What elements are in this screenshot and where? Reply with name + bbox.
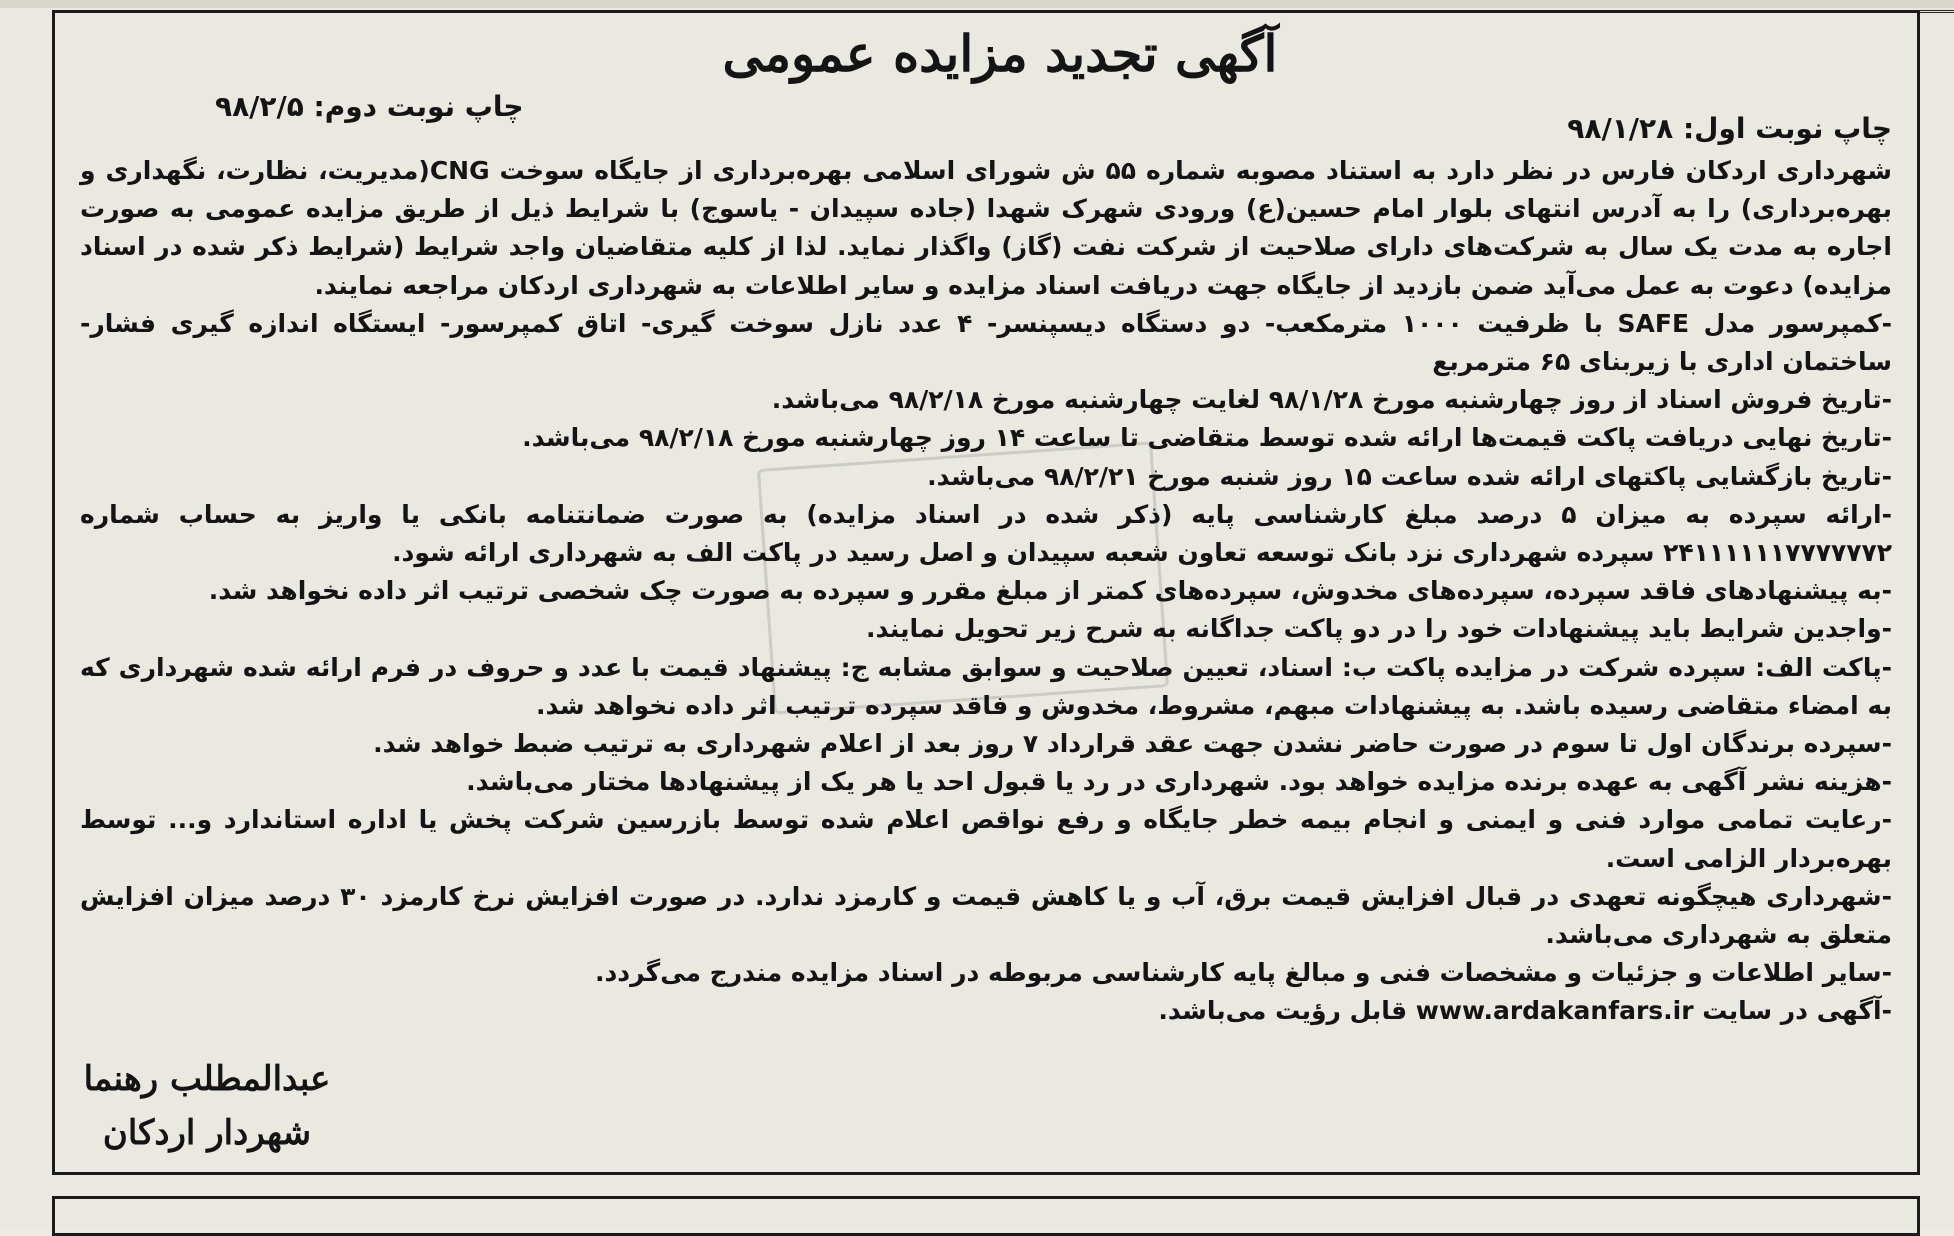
notice-item-sale-dates: -تاریخ فروش اسناد از روز چهارشنبه مورخ ۹۸/۱/۲۸ لغایت چهارشنبه مورخ ۹۸/۲/۱۸ می‌باشد.	[771, 385, 1892, 415]
notice-item-forfeit: -سپرده برندگان اول تا سوم در صورت حاضر نشدن جهت عقد قرارداد ۷ روز بعد از اعلام شهرداری به ترتیب ضبط خواهد شد.	[373, 729, 1892, 759]
notice-intro: شهرداری اردکان فارس در نظر دارد به استناد مصوبه شماره ۵۵ ش شورای اسلامی بهره‌برداری از جایگاه سوخت CNG(مدیریت، نظارت، نگهداری و بهره‌برداری) را به آدرس انتهای بلوار امام حسین(ع) ورودی شهرک شهدا (جاده سپیدان - یاسوج) با شرایط ذیل از طریق مزایده عمومی به صورت اجاره به مدت یک سال به شرکت‌های دارای صلاحیت از شرکت نفت (گاز) واگذار نماید. لذا از کلیه متقاضیان واجد شرایط (شرایط ذکر شده در اسناد مزایده) دعوت به عمل می‌آید ضمن بازدید از جایگاه جهت دریافت اسناد مزایده و سایر اطلاعات به شهرداری اردکان مراجعه نمایند.	[80, 156, 1892, 300]
signature-block	[72, 1052, 342, 1160]
notice-title: آگهی تجدید مزایده عمومی	[722, 24, 1278, 83]
notice-item-envelopes: -واجدین شرایط باید پیشنهادات خود را در دو پاکت جداگانه به شرح زیر تحویل نمایند.	[865, 614, 1892, 644]
signatory-name: عبدالمطلب رهنما	[83, 1059, 331, 1099]
notice-body	[80, 152, 1892, 1031]
second-print-date: چاپ نوبت دوم: ۹۸/۲/۵	[215, 90, 524, 123]
next-ad-frame	[52, 1196, 1920, 1236]
notice-item-costs: -هزینه نشر آگهی به عهده برنده مزایده خواهد بود. شهرداری در رد یا قبول احد یا هر یک از پیشنهادها مختار می‌باشد.	[466, 767, 1892, 797]
corner-rule	[1914, 0, 1954, 13]
notice-item-envelope-contents: -پاکت الف: سپرده شرکت در مزایده پاکت ب: اسناد، تعیین صلاحیت و سوابق مشابه ج: پیشنهاد قیمت با عدد و حروف در فرم ارائه شده شهرداری که به امضاء متقاضی رسیده باشد. به پیشنهادات مبهم، مشروط، مخدوش و فاقد سپرده ترتیب اثر داده نخواهد شد.	[80, 652, 1892, 720]
notice-item-website: -آگهی در سایت www.ardakanfars.ir قابل رؤیت می‌باشد.	[1158, 996, 1892, 1026]
notice-item-price-changes: -شهرداری هیچگونه تعهدی در قبال افزایش قیمت برق، آب و یا کاهش قیمت و کارمزد ندارد. در صورت افزایش نرخ کارمزد ۳۰ درصد میزان افزایش متعلق به شهرداری می‌باشد.	[80, 881, 1892, 950]
notice-item-safety: -رعایت تمامی موارد فنی و ایمنی و انجام بیمه خطر جایگاه و رفع نواقص اعلام شده توسط بازرسین شرکت پخش یا اداره استاندارد و... توسط بهره‌بردار الزامی است.	[80, 805, 1892, 873]
notice-item-other-info: -سایر اطلاعات و جزئیات و مشخصات فنی و مبالغ پایه کارشناسی مربوطه در اسناد مزایده مندرج می‌گردد.	[594, 958, 1892, 988]
first-print-date: چاپ نوبت اول: ۹۸/۱/۲۸	[1567, 112, 1892, 145]
previous-ad-edge	[0, 0, 1954, 8]
signatory-role: شهردار اردکان	[102, 1113, 312, 1153]
notice-item-deadline: -تاریخ نهایی دریافت پاکت قیمت‌ها ارائه شده توسط متقاضی تا ساعت ۱۴ روز چهارشنبه مورخ ۹۸/۲/۱۸ می‌باشد.	[522, 423, 1892, 453]
notice-item-opening: -تاریخ بازگشایی پاکتهای ارائه شده ساعت ۱۵ روز شنبه مورخ ۹۸/۲/۲۱ می‌باشد.	[927, 461, 1892, 491]
notice-item-deposit: -ارائه سپرده به میزان ۵ درصد مبلغ کارشناسی پایه (ذکر شده در اسناد مزایده) به صورت ضمانتنامه بانکی یا واریز به حساب شماره ۲۴۱۱۱۱۱۱۷۷۷۷۷۷۲ سپرده شهرداری نزد بانک توسعه تعاون شعبه سپیدان و اصل رسید در پاکت الف به شهرداری ارائه شود.	[80, 499, 1892, 568]
notice-item-equipment: -کمپرسور مدل SAFE با ظرفیت ۱۰۰۰ مترمکعب- دو دستگاه دیسپنسر- ۴ عدد نازل سوخت گیری- اتاق کمپرسور- ایستگاه اندازه گیری فشار- ساختمان اداری با زیربنای ۶۵ مترمربع	[80, 308, 1892, 377]
notice-item-invalid-deposits: -به پیشنهادهای فاقد سپرده، سپرده‌های مخدوش، سپرده‌های کمتر از مبلغ مقرر و سپرده به صورت چک شخصی ترتیب اثر داده نخواهد شد.	[208, 576, 1892, 606]
